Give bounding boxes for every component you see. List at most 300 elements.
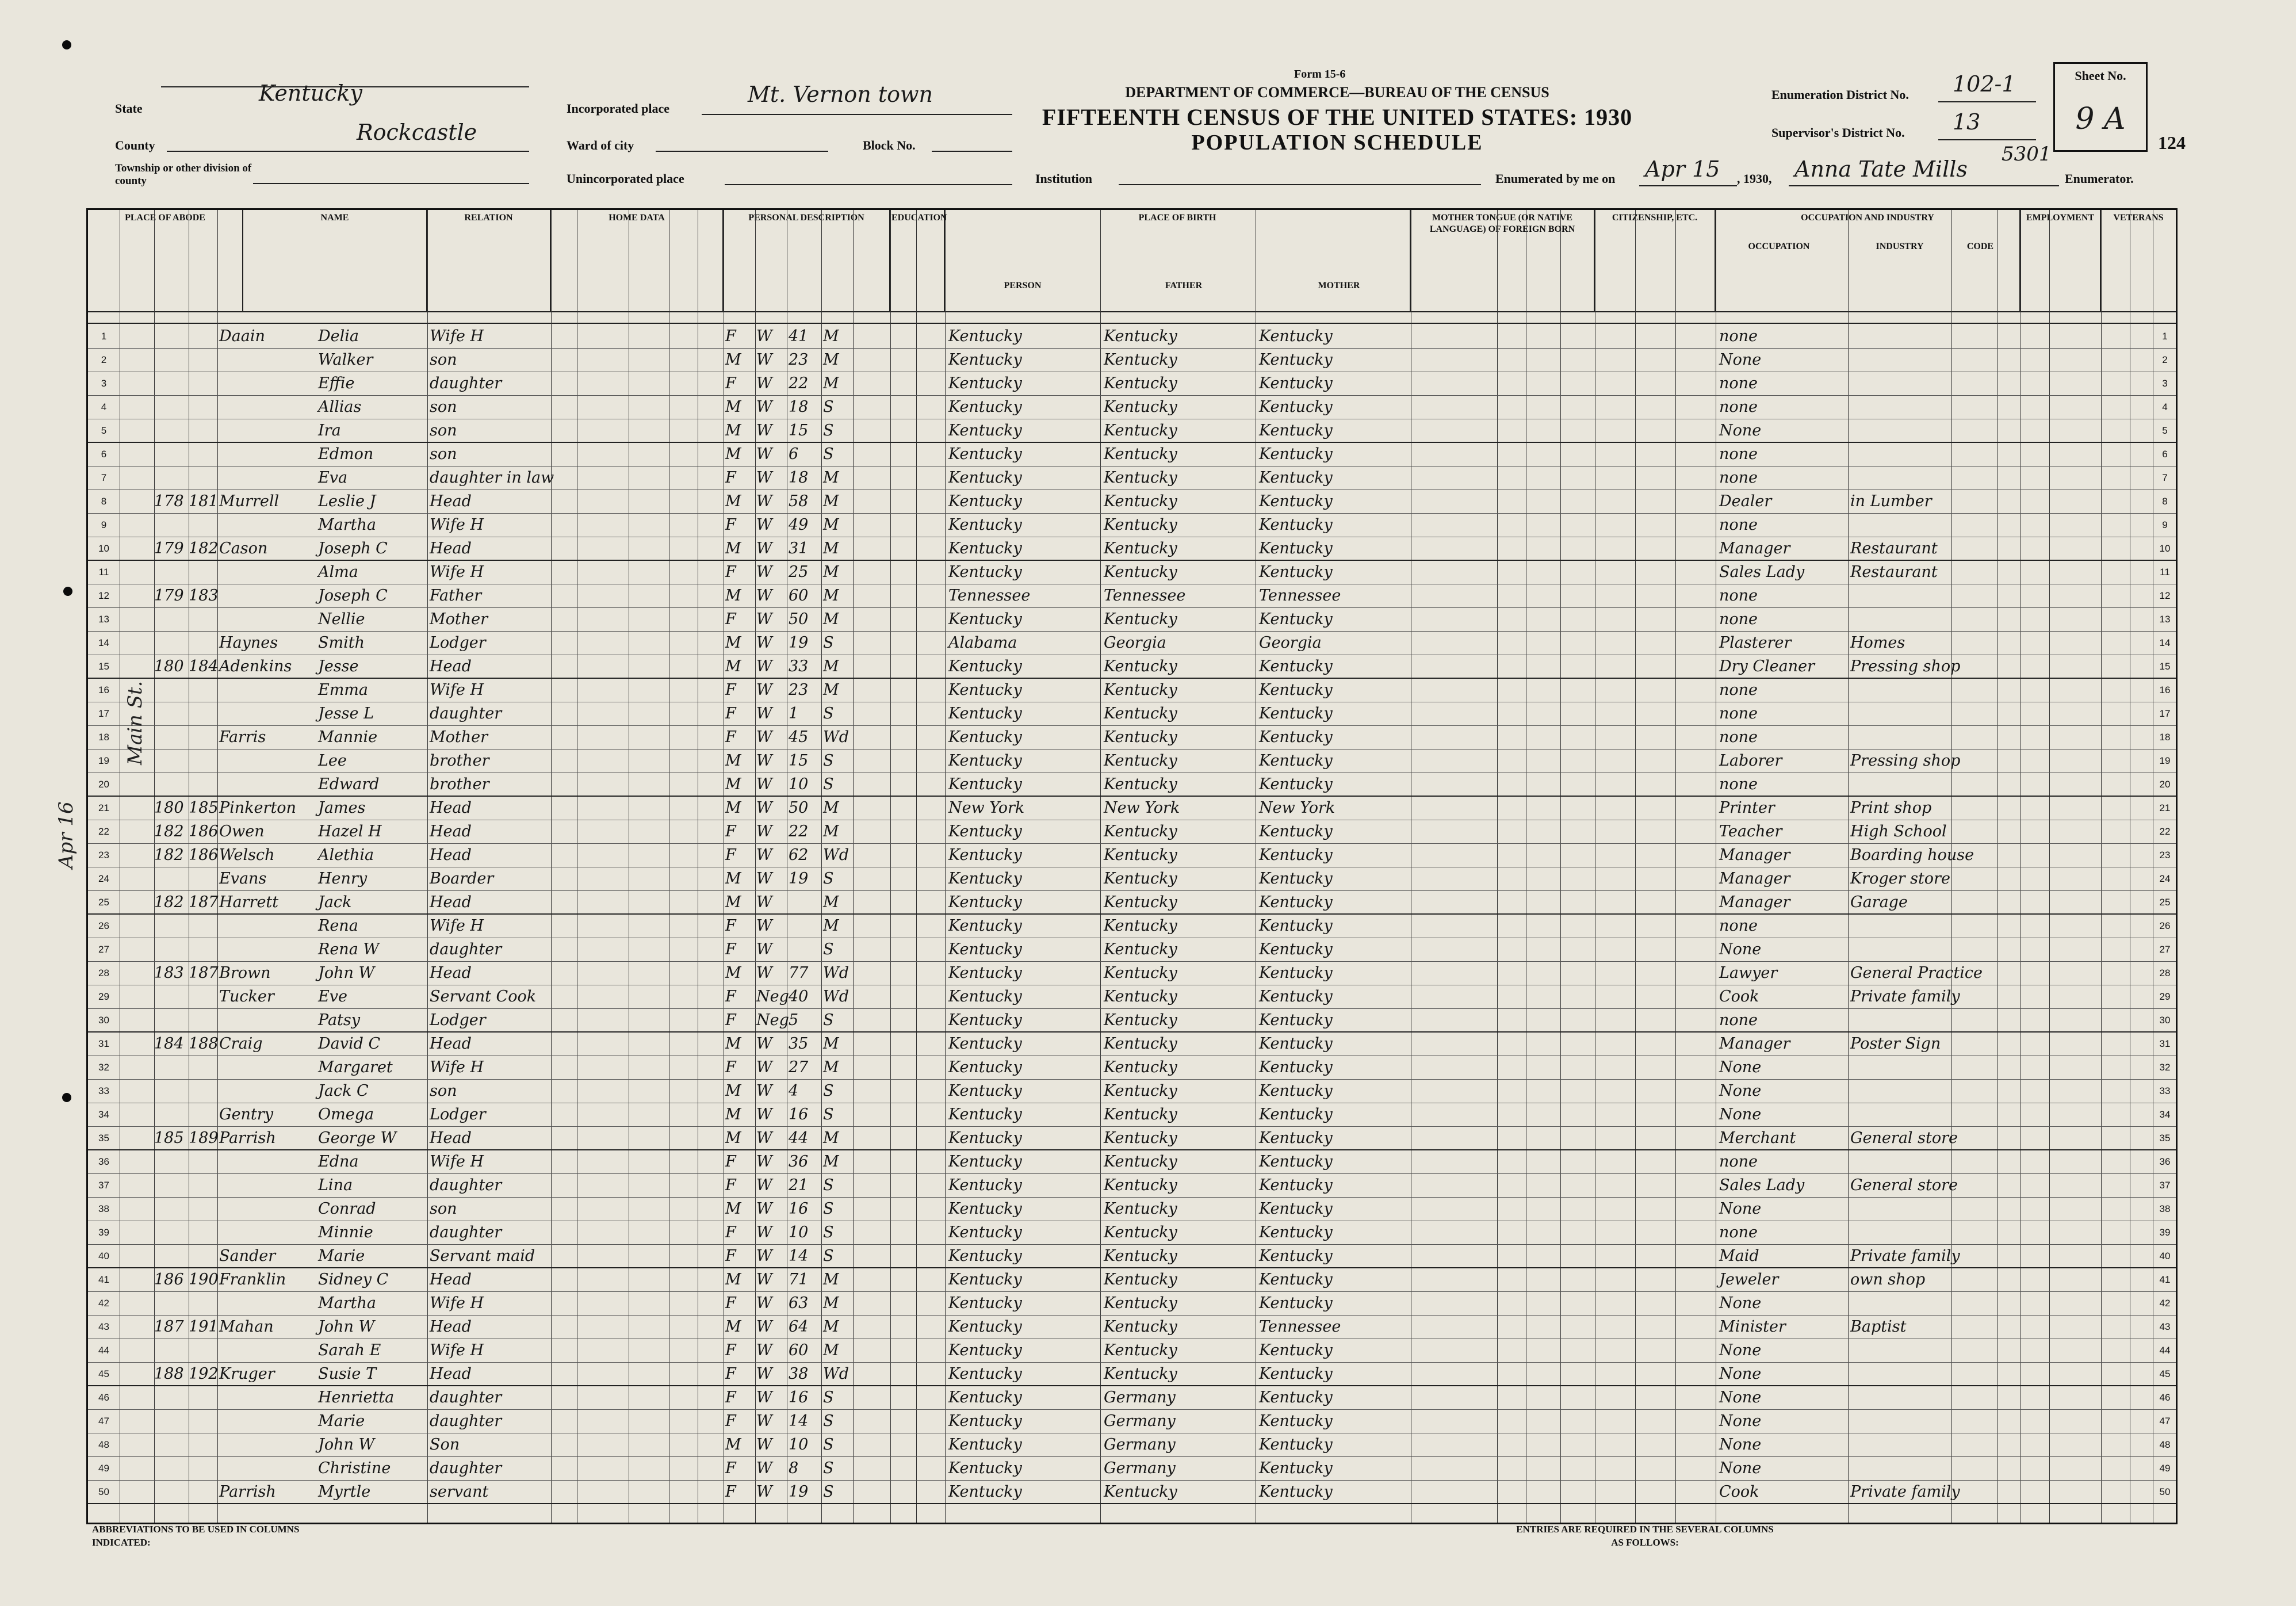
relation: daughter [430, 705, 502, 722]
block-label: Block No. [863, 138, 916, 152]
surname: Parrish [219, 1483, 276, 1501]
birthplace-mother: Kentucky [1259, 327, 1333, 345]
family-number [189, 773, 217, 796]
row-number-right: 17 [2159, 708, 2171, 719]
race: W [756, 492, 772, 510]
row-number: 32 [98, 1062, 109, 1073]
marital-status: S [823, 1412, 834, 1430]
occupation: none [1719, 1223, 1758, 1241]
relation-header: RELATION [427, 210, 551, 311]
sex: F [725, 705, 736, 722]
surname: Murrell [219, 492, 280, 510]
age: 22 [789, 823, 809, 840]
column-number-band [88, 311, 2176, 324]
table-row [88, 372, 2176, 396]
industry: Restaurant [1850, 540, 1938, 557]
row-number: 35 [98, 1133, 109, 1144]
industry [1850, 726, 1951, 749]
sex: F [725, 1294, 736, 1312]
birthplace-mother: Kentucky [1259, 516, 1333, 534]
occupation: None [1719, 1389, 1762, 1406]
table-row [88, 1457, 2176, 1481]
age: 14 [789, 1247, 809, 1265]
age: 23 [789, 351, 809, 369]
supervisor-label: Supervisor's District No. [1771, 125, 1905, 140]
birthplace-father: Kentucky [1104, 752, 1177, 770]
industry [1850, 938, 1951, 961]
surname [219, 938, 317, 961]
race: W [756, 1200, 772, 1218]
occupation: Minister [1719, 1318, 1786, 1336]
industry [1850, 443, 1951, 466]
row-number: 42 [98, 1298, 109, 1309]
surname: Mahan [219, 1318, 274, 1336]
surname: Franklin [219, 1271, 286, 1288]
row-number-right: 49 [2159, 1463, 2171, 1474]
marital-status: M [823, 1318, 839, 1336]
marital-status: M [823, 681, 839, 699]
unincorporated-label: Unincorporated place [567, 171, 684, 186]
dwelling-number [154, 325, 189, 348]
occupation: Dry Cleaner [1719, 657, 1815, 675]
occupation: None [1719, 940, 1762, 958]
industry: in Lumber [1850, 492, 1932, 510]
industry [1850, 419, 1951, 442]
race: W [756, 587, 772, 605]
occupation: Jeweler [1719, 1271, 1779, 1288]
given-name: Mannie [318, 728, 378, 746]
occupation: Cook [1719, 988, 1759, 1005]
birthplace-person: Kentucky [948, 327, 1022, 345]
birthplace-mother: Kentucky [1259, 1129, 1333, 1147]
surname [219, 750, 317, 773]
race: W [756, 351, 772, 369]
row-number-right: 22 [2159, 826, 2171, 837]
birthplace-father: Kentucky [1104, 1035, 1177, 1053]
dwelling-number: 183 [154, 964, 184, 982]
marital-status: Wd [823, 846, 849, 864]
marital-status: S [823, 422, 834, 439]
occupation: Sales Lady [1719, 1176, 1805, 1194]
occupation: Manager [1719, 540, 1790, 557]
table-row [88, 349, 2176, 372]
punch-hole [62, 1093, 71, 1102]
age: 33 [789, 657, 809, 675]
race: W [756, 1389, 772, 1406]
age: 41 [789, 327, 809, 345]
enumerator-name: Anna Tate Mills [1794, 156, 1968, 182]
family-number: 188 [189, 1035, 219, 1053]
dwelling-number [154, 750, 189, 773]
sex: M [725, 1129, 741, 1147]
given-name: John W [318, 964, 375, 982]
surname [219, 396, 317, 419]
marital-status: Wd [823, 1365, 849, 1383]
industry [1850, 702, 1951, 725]
birthplace-father: Kentucky [1104, 516, 1177, 534]
occupation: Manager [1719, 870, 1790, 888]
birthplace-person: Alabama [948, 634, 1017, 652]
table-row [88, 820, 2176, 844]
dwelling-number [154, 1009, 189, 1032]
surname [219, 349, 317, 372]
birthplace-person: Kentucky [948, 1176, 1022, 1194]
family-number: 184 [189, 657, 219, 675]
table-row [88, 490, 2176, 514]
surname [219, 372, 317, 395]
industry: Print shop [1850, 799, 1932, 817]
age: 16 [789, 1200, 809, 1218]
birthplace-person: Kentucky [948, 988, 1022, 1005]
age: 44 [789, 1129, 809, 1147]
given-name: Jesse [318, 657, 359, 675]
birthplace-father: Kentucky [1104, 1294, 1177, 1312]
dwelling-number [154, 1339, 189, 1362]
birthplace-person: Kentucky [948, 422, 1022, 439]
birthplace-mother: Kentucky [1259, 917, 1333, 935]
birthplace-father: Kentucky [1104, 657, 1177, 675]
table-row [88, 1080, 2176, 1103]
relation: Mother [430, 728, 488, 746]
enumerator-label: Enumerator. [2065, 171, 2134, 186]
row-number: 24 [98, 873, 109, 884]
table-row [88, 396, 2176, 419]
dwelling-number [154, 1103, 189, 1126]
marital-status: M [823, 1035, 839, 1053]
race: W [756, 1223, 772, 1241]
ward-label: Ward of city [567, 138, 634, 152]
marital-status: M [823, 823, 839, 840]
race: W [756, 540, 772, 557]
row-number-right: 20 [2159, 779, 2171, 790]
sex: M [725, 1200, 741, 1218]
family-number [189, 1221, 217, 1244]
row-number: 31 [98, 1038, 109, 1049]
age: 6 [789, 445, 799, 463]
birthplace-father: Kentucky [1104, 1129, 1177, 1147]
family-number [189, 1150, 217, 1173]
family-number [189, 561, 217, 584]
surname [219, 1150, 317, 1173]
row-number: 14 [98, 637, 109, 648]
population-table [86, 208, 2178, 1524]
birthplace-person: Tennessee [948, 587, 1031, 605]
given-name: Minnie [318, 1223, 373, 1241]
family-number [189, 1292, 217, 1315]
birthplace-person: Kentucky [948, 610, 1022, 628]
state-label: State [115, 101, 143, 116]
sex: M [725, 540, 741, 557]
marital-status: M [823, 1058, 839, 1076]
row-number-right: 18 [2159, 732, 2171, 743]
birthplace-father: Kentucky [1104, 870, 1177, 888]
row-number: 9 [101, 519, 107, 530]
row-number: 6 [101, 449, 107, 460]
surname [219, 1433, 317, 1456]
occupation: None [1719, 1200, 1762, 1218]
row-number: 30 [98, 1015, 109, 1026]
industry: High School [1850, 823, 1947, 840]
race: W [756, 846, 772, 864]
industry [1850, 1080, 1951, 1103]
dwelling-number [154, 443, 189, 466]
family-number [189, 419, 217, 442]
occupation: None [1719, 1341, 1762, 1359]
occupation: None [1719, 1436, 1762, 1454]
birthplace-father: Kentucky [1104, 964, 1177, 982]
sheet-label: Sheet No. [2075, 68, 2126, 83]
table-row [88, 655, 2176, 679]
surname [219, 679, 317, 702]
birthplace-father: Kentucky [1104, 728, 1177, 746]
sex: F [725, 917, 736, 935]
row-number: 48 [98, 1439, 109, 1450]
industry: Pressing shop [1850, 752, 1961, 770]
birthplace-person: Kentucky [948, 1247, 1022, 1265]
family-number [189, 1481, 217, 1504]
dwelling-number [154, 1245, 189, 1268]
relation: son [430, 422, 457, 439]
birthplace-mother: Kentucky [1259, 1459, 1333, 1477]
birthplace-mother: Kentucky [1259, 1389, 1333, 1406]
birthplace-father: Kentucky [1104, 1106, 1177, 1123]
surname [219, 1292, 317, 1315]
person-subheader: PERSON [1004, 281, 1042, 290]
row-number-right: 24 [2159, 873, 2171, 884]
marital-status: S [823, 1223, 834, 1241]
given-name: Margaret [318, 1058, 393, 1076]
dwelling-number: 178 [154, 492, 184, 510]
table-row [88, 1221, 2176, 1245]
family-number [189, 1339, 217, 1362]
occupation: none [1719, 327, 1758, 345]
birthplace-person: Kentucky [948, 1129, 1022, 1147]
occupation: none [1719, 1153, 1758, 1171]
given-name: Marie [318, 1412, 365, 1430]
surname: Craig [219, 1035, 263, 1053]
birthplace-father: Georgia [1104, 634, 1166, 652]
family-number [189, 1174, 217, 1197]
table-row [88, 773, 2176, 797]
given-name: Henrietta [318, 1389, 395, 1406]
table-row [88, 1481, 2176, 1504]
industry [1850, 584, 1951, 607]
marital-status: M [823, 1129, 839, 1147]
birthplace-person: Kentucky [948, 1153, 1022, 1171]
birthplace-person: Kentucky [948, 1412, 1022, 1430]
relation: Lodger [430, 634, 486, 652]
relation: Boarder [430, 870, 494, 888]
family-number [189, 396, 217, 419]
place-of-birth-header: PLACE OF BIRTH [945, 210, 1411, 311]
age: 14 [789, 1412, 809, 1430]
dwelling-number [154, 1292, 189, 1315]
row-number-right: 6 [2162, 449, 2168, 460]
relation: Head [430, 1318, 472, 1336]
birthplace-father: Kentucky [1104, 1082, 1177, 1100]
surname: Adenkins [219, 657, 292, 675]
row-number: 27 [98, 944, 109, 955]
age: 21 [789, 1176, 809, 1194]
race: W [756, 398, 772, 416]
industry [1850, 1150, 1951, 1173]
birthplace-mother: Kentucky [1259, 1412, 1333, 1430]
industry [1850, 466, 1951, 490]
birthplace-father: Kentucky [1104, 1365, 1177, 1383]
relation: brother [430, 752, 489, 770]
race: W [756, 1153, 772, 1171]
family-number: 185 [189, 799, 219, 817]
marital-status: M [823, 351, 839, 369]
row-number: 28 [98, 968, 109, 978]
row-number-right: 44 [2159, 1345, 2171, 1356]
given-name: Lina [318, 1176, 353, 1194]
table-row [88, 750, 2176, 773]
industry: Private family [1850, 1247, 1960, 1265]
row-number-right: 21 [2159, 802, 2171, 813]
industry: General Practice [1850, 964, 1983, 982]
page-number: 124 [2158, 132, 2186, 153]
age: 62 [789, 846, 809, 864]
name-header: NAME [243, 210, 427, 311]
birthplace-mother: Kentucky [1259, 1082, 1333, 1100]
race: W [756, 1412, 772, 1430]
industry [1850, 773, 1951, 796]
birthplace-father: Kentucky [1104, 398, 1177, 416]
table-row [88, 844, 2176, 867]
birthplace-person: Kentucky [948, 1223, 1022, 1241]
table-row [88, 1009, 2176, 1033]
schedule-title: POPULATION SCHEDULE [1191, 131, 1483, 155]
birthplace-person: Kentucky [948, 1294, 1022, 1312]
row-number: 43 [98, 1321, 109, 1332]
sex: F [725, 1058, 736, 1076]
race: W [756, 469, 772, 487]
age: 38 [789, 1365, 809, 1383]
census-title: FIFTEENTH CENSUS OF THE UNITED STATES: 1930 [1042, 104, 1633, 130]
row-number-right: 46 [2159, 1392, 2171, 1403]
sex: F [725, 728, 736, 746]
sex: M [725, 422, 741, 439]
dwelling-number [154, 1481, 189, 1504]
row-number: 11 [98, 567, 109, 578]
birthplace-person: Kentucky [948, 1200, 1022, 1218]
father-subheader: FATHER [1165, 281, 1203, 290]
birthplace-father: Kentucky [1104, 1483, 1177, 1501]
dwelling-number [154, 349, 189, 372]
race: W [756, 563, 772, 581]
birthplace-person: Kentucky [948, 775, 1022, 793]
birthplace-person: Kentucky [948, 1436, 1022, 1454]
veterans-header: VETERANS [2113, 213, 2164, 223]
relation: daughter [430, 940, 502, 958]
age: 35 [789, 1035, 809, 1053]
relation: Wife H [430, 681, 484, 699]
race: W [756, 705, 772, 722]
given-name: Joseph C [318, 587, 388, 605]
table-row [88, 1245, 2176, 1268]
family-number [189, 632, 217, 655]
age: 19 [789, 634, 809, 652]
industry [1850, 1410, 1951, 1433]
occupation: Sales Lady [1719, 563, 1805, 581]
industry-subheader: INDUSTRY [1876, 242, 1924, 251]
given-name: Alma [318, 563, 358, 581]
occupation: none [1719, 917, 1758, 935]
row-number: 8 [101, 496, 107, 507]
row-number-right: 48 [2159, 1439, 2171, 1450]
table-row [88, 1198, 2176, 1221]
family-number [189, 938, 217, 961]
row-number-right: 37 [2159, 1180, 2171, 1191]
birthplace-father: Kentucky [1104, 823, 1177, 840]
birthplace-father: Kentucky [1104, 1200, 1177, 1218]
row-number-right: 10 [2159, 543, 2171, 554]
table-row [88, 985, 2176, 1009]
sex: F [725, 1153, 736, 1171]
sex: F [725, 940, 736, 958]
row-number: 13 [98, 614, 109, 625]
birthplace-person: Kentucky [948, 940, 1022, 958]
row-number-right: 5 [2162, 425, 2168, 436]
birthplace-person: Kentucky [948, 1058, 1022, 1076]
surname [219, 514, 317, 537]
birthplace-father: Kentucky [1104, 775, 1177, 793]
occupation: none [1719, 705, 1758, 722]
occupation: Plasterer [1719, 634, 1792, 652]
industry: Pressing shop [1850, 657, 1961, 675]
row-number: 18 [98, 732, 109, 743]
punch-hole [63, 587, 72, 596]
birthplace-person: Kentucky [948, 516, 1022, 534]
birthplace-father: New York [1104, 799, 1180, 817]
age: 5 [789, 1011, 799, 1029]
birthplace-mother: Kentucky [1259, 422, 1333, 439]
stamp-number: 5301 [2002, 143, 2052, 166]
family-number: 186 [189, 823, 219, 840]
relation: daughter in law [430, 469, 554, 487]
occupation-subheader: OCCUPATION [1748, 242, 1810, 251]
surname [219, 1080, 317, 1103]
occupation: none [1719, 587, 1758, 605]
relation: daughter [430, 374, 502, 392]
table-row [88, 867, 2176, 891]
birthplace-mother: Kentucky [1259, 1294, 1333, 1312]
given-name: Lee [318, 752, 347, 770]
age: 27 [789, 1058, 809, 1076]
row-number-right: 7 [2162, 472, 2168, 483]
family-number [189, 372, 217, 395]
family-number [189, 325, 217, 348]
surname [219, 466, 317, 490]
row-number-right: 23 [2159, 850, 2171, 861]
given-name: Eve [318, 988, 347, 1005]
family-number: 186 [189, 846, 219, 864]
surname: Farris [219, 728, 266, 746]
margin-note-date: Apr 16 [55, 801, 78, 869]
age: 60 [789, 587, 809, 605]
sex: F [725, 1365, 736, 1383]
given-name: Patsy [318, 1011, 361, 1029]
enumeration-value: 102-1 [1953, 71, 2016, 97]
age: 4 [789, 1082, 799, 1100]
marital-status: M [823, 516, 839, 534]
birthplace-father: Kentucky [1104, 893, 1177, 911]
table-row [88, 1150, 2176, 1174]
marital-status: M [823, 469, 839, 487]
industry [1850, 1386, 1951, 1409]
relation: Head [430, 492, 472, 510]
